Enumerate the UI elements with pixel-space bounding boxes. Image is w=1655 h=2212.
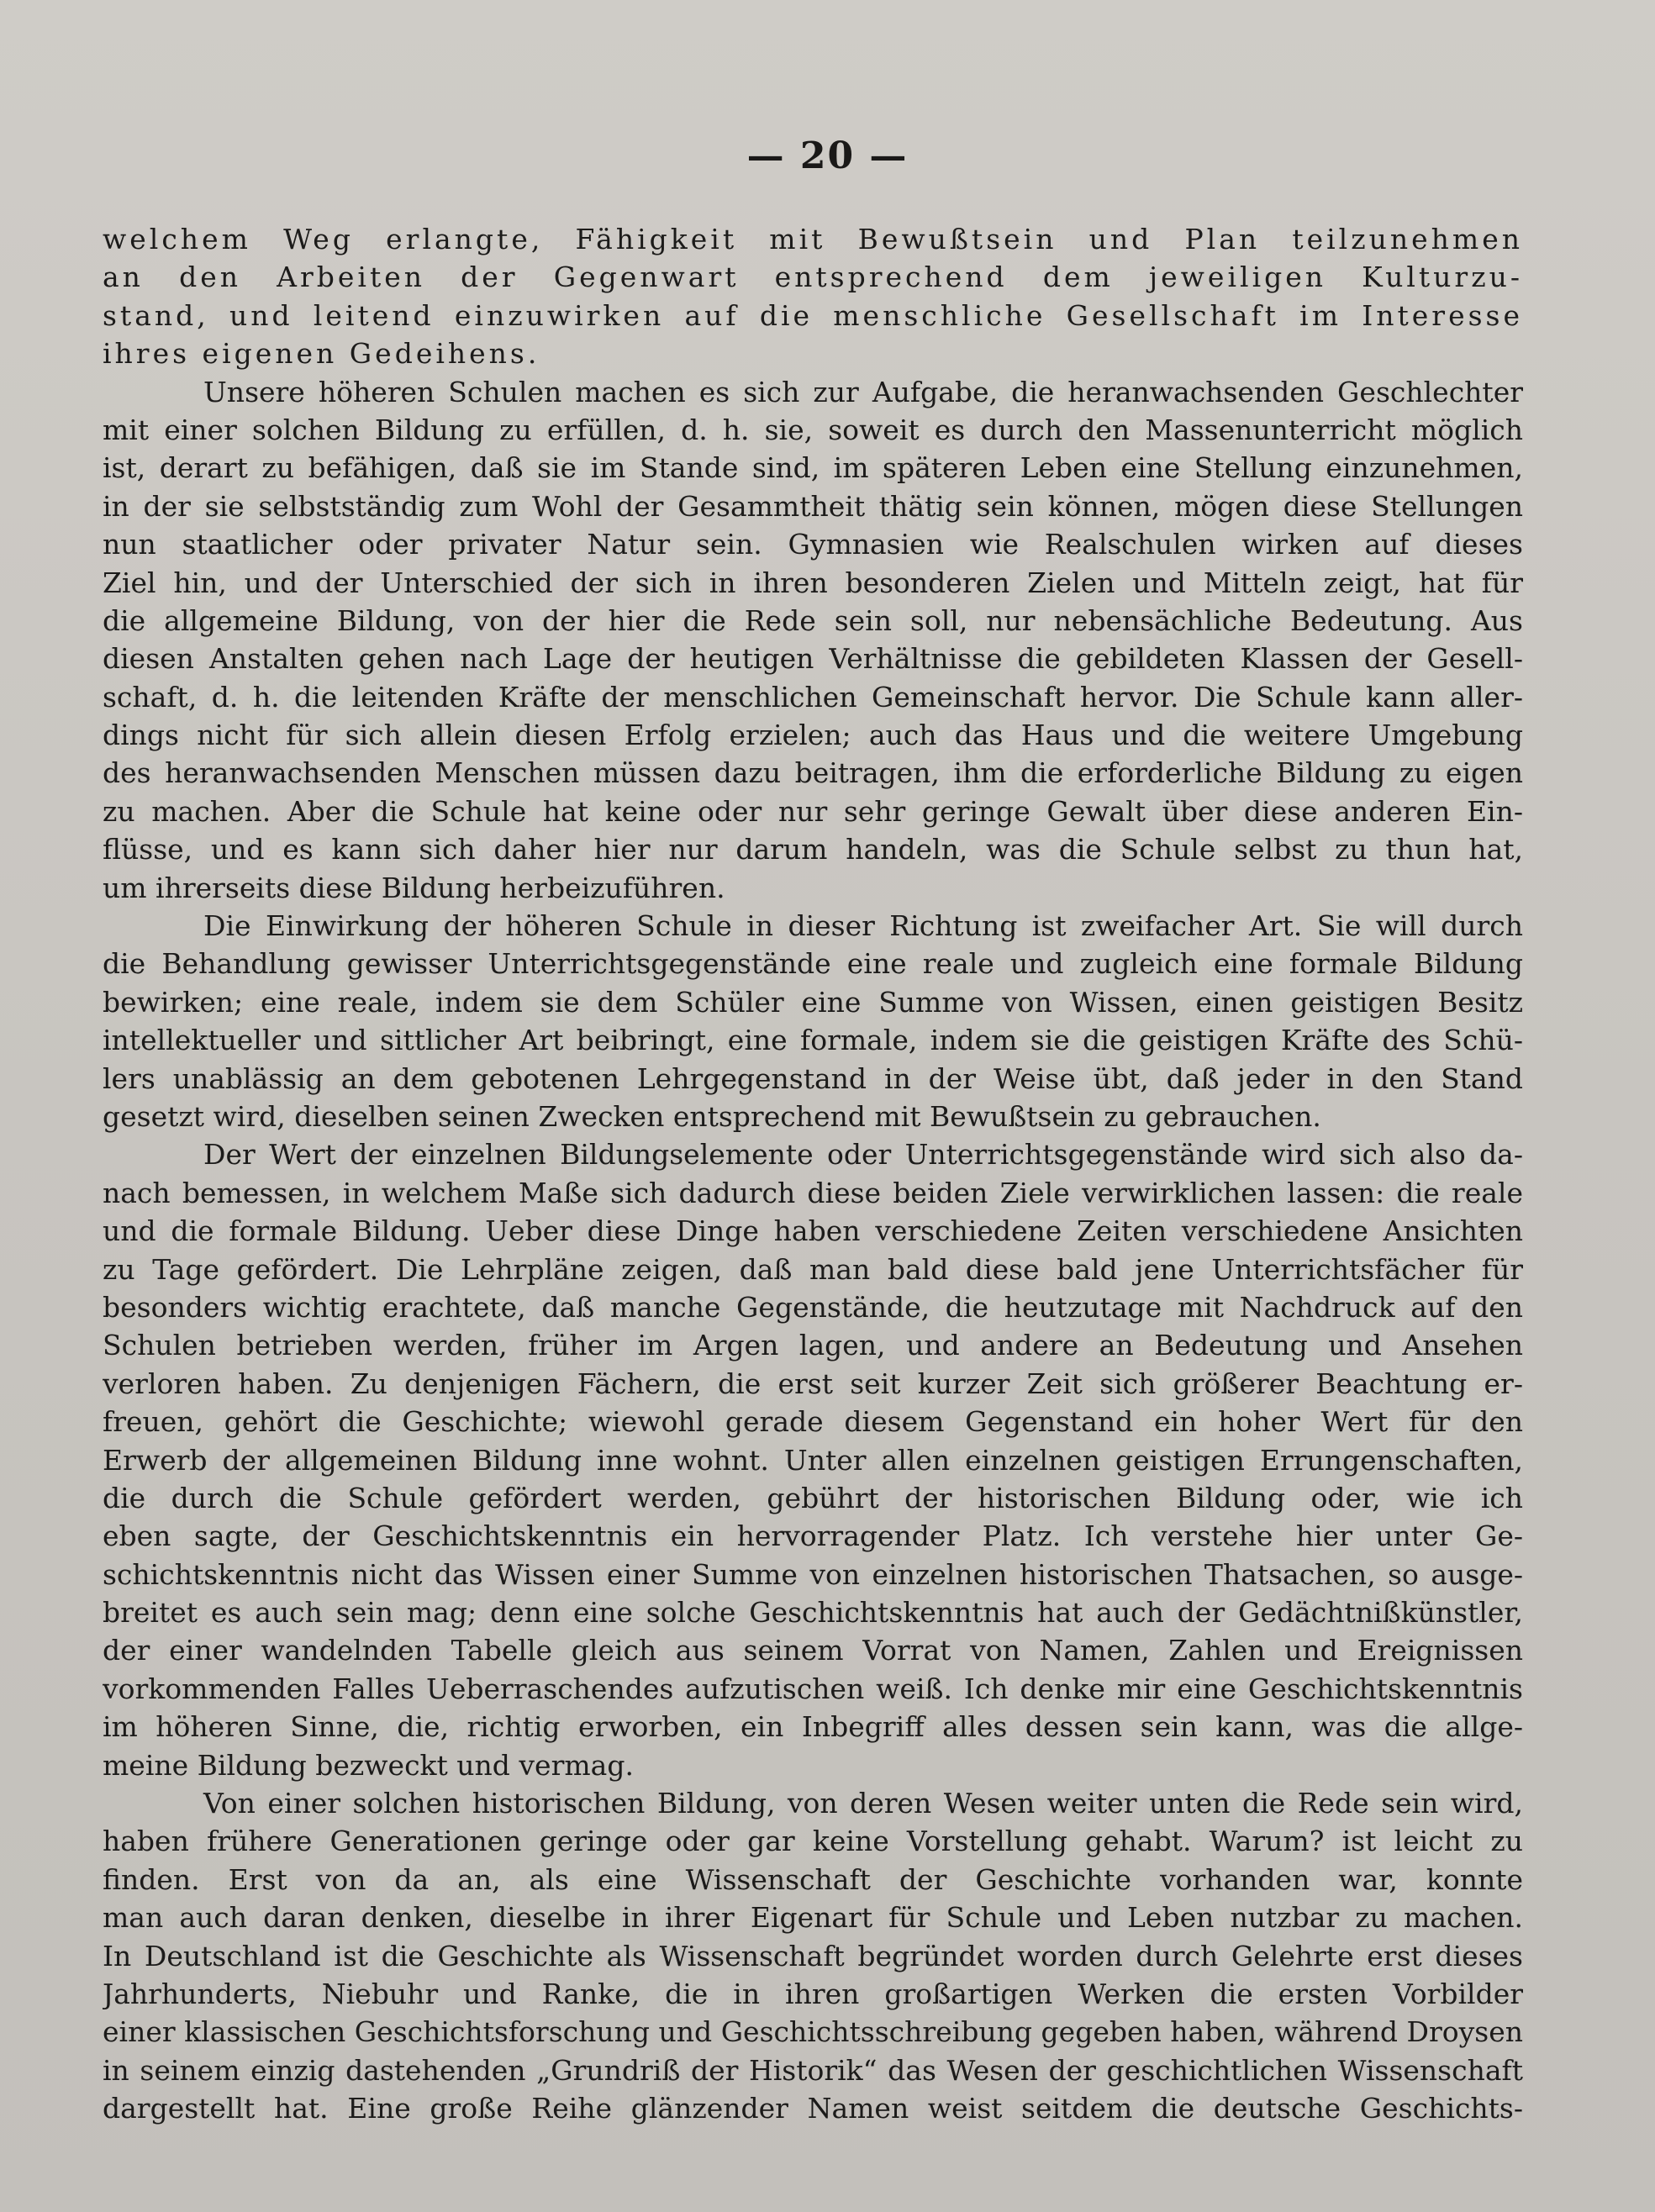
text-line: Unsere höheren Schulen machen es sich zur Aufgabe, die heranwachsenden Geschlechter [203, 375, 1523, 408]
text-line: lers unablässig an dem gebotenen Lehrgegenstand in der Weise übt, daß jeder in den Stand [103, 1061, 1523, 1095]
text-line: bewirken; eine reale, indem sie dem Schüler eine Summe von Wissen, einen geistigen Besitz [103, 985, 1523, 1019]
text-line: Ziel hin, und der Unterschied der sich in ihren besonderen Zielen und Mitteln zeigt, hat für [103, 566, 1523, 599]
text-line: Jahrhunderts, Niebuhr und Ranke, die in ihren großartigen Werken die ersten Vorbilder [103, 1977, 1523, 2010]
text-line: finden. Erst von da an, als eine Wissenschaft der Geschichte vorhanden war, konnte [103, 1862, 1523, 1896]
text-line: mit einer solchen Bildung zu erfüllen, d. h. sie, soweit es durch den Massenunterricht möglich [103, 413, 1523, 446]
text-line: zu Tage gefördert. Die Lehrpläne zeigen, daß man bald diese bald jene Unterrichtsfächer für [103, 1252, 1523, 1286]
text-line: Von einer solchen historischen Bildung, von deren Wesen weiter unten die Rede sein wird, [203, 1787, 1523, 1820]
text-line: breitet es auch sein mag; denn eine solche Geschichtskenntnis hat auch der Gedächtnißkünstler, [103, 1596, 1523, 1630]
text-line: nun staatlicher oder privater Natur sein. Gymnasien wie Realschulen wirken auf dieses [103, 528, 1523, 561]
text-line: ist, derart zu befähigen, daß sie im Stande sind, im späteren Leben eine Stellung einzunehmen, [103, 451, 1523, 485]
text-line: des heranwachsenden Menschen müssen dazu beitragen, ihm die erforderliche Bildung zu eigen [103, 756, 1523, 790]
text-line: flüsse, und es kann sich daher hier nur darum handeln, was die Schule selbst zu thun hat, [103, 833, 1523, 866]
text-line: ihres eigenen Gedeihens. [103, 337, 540, 371]
text-line: und die formale Bildung. Ueber diese Dinge haben verschiedene Zeiten verschiedene Ansichten [103, 1214, 1523, 1248]
text-line: diesen Anstalten gehen nach Lage der heutigen Verhältnisse die gebildeten Klassen der Gesell- [103, 642, 1523, 676]
text-line: In Deutschland ist die Geschichte als Wissenschaft begründet worden durch Gelehrte erst dieses [103, 1939, 1523, 1972]
text-line: intellektueller und sittlicher Art beibringt, eine formale, indem sie die geistigen Kräfte des Schü- [103, 1024, 1523, 1057]
text-line: nach bemessen, in welchem Maße sich dadurch diese beiden Ziele verwirklichen lassen: die reale [103, 1176, 1523, 1209]
text-line: an den Arbeiten der Gegenwart entsprechend dem jeweiligen Kulturzu- [103, 261, 1523, 294]
text-line: Schulen betrieben werden, früher im Argen lagen, und andere an Bedeutung und Ansehen [103, 1329, 1523, 1362]
text-line: Der Wert der einzelnen Bildungselemente oder Unterrichtsgegenstände wird sich also da- [203, 1138, 1523, 1172]
text-line: um ihrerseits diese Bildung herbeizuführen. [103, 871, 725, 904]
text-line: vorkommenden Falles Ueberraschendes aufzutischen weiß. Ich denke mir eine Geschichtskenntnis [103, 1672, 1523, 1705]
text-line: Die Einwirkung der höheren Schule in dieser Richtung ist zweifacher Art. Sie will durch [203, 909, 1523, 943]
text-line: Erwerb der allgemeinen Bildung inne wohnt. Unter allen einzelnen geistigen Errungenschaften, [103, 1443, 1523, 1477]
text-line: dings nicht für sich allein diesen Erfolg erzielen; auch das Haus und die weitere Umgebung [103, 719, 1523, 752]
text-line: dargestellt hat. Eine große Reihe glänzender Namen weist seitdem die deutsche Geschichts- [103, 2092, 1523, 2125]
text-line: zu machen. Aber die Schule hat keine oder nur sehr geringe Gewalt über diese anderen Ein- [103, 794, 1523, 828]
text-line: schaft, d. h. die leitenden Kräfte der menschlichen Gemeinschaft hervor. Die Schule kann aller- [103, 680, 1523, 714]
text-line: haben frühere Generationen geringe oder gar keine Vorstellung gehabt. Warum? ist leicht zu [103, 1825, 1523, 1858]
text-line: schichtskenntnis nicht das Wissen einer Summe von einzelnen historischen Thatsachen, so ausge- [103, 1557, 1523, 1591]
body-text [103, 220, 1523, 2128]
text-line: welchem Weg erlangte, Fähigkeit mit Bewußtsein und Plan teilzunehmen [103, 223, 1523, 255]
text-line: besonders wichtig erachtete, daß manche Gegenstände, die heutzutage mit Nachdruck auf den [103, 1290, 1523, 1324]
text-line: freuen, gehört die Geschichte; wiewohl gerade diesem Gegenstand ein hoher Wert für den [103, 1405, 1523, 1439]
text-line: meine Bildung bezweckt und vermag. [103, 1748, 634, 1782]
text-line: verloren haben. Zu denjenigen Fächern, die erst seit kurzer Zeit sich größerer Beachtung er- [103, 1367, 1523, 1400]
text-line: in der sie selbstständig zum Wohl der Gesammtheit thätig sein können, mögen diese Stellungen [103, 489, 1523, 523]
text-line: stand, und leitend einzuwirken auf die menschliche Gesellschaft im Interesse [103, 298, 1523, 332]
text-line: in seinem einzig dastehenden „Grundriß der Historik“ das Wesen der geschichtlichen Wissenschaft [103, 2053, 1523, 2087]
text-line: die allgemeine Bildung, von der hier die Rede sein soll, nur nebensächliche Bedeutung. Aus [103, 603, 1523, 637]
text-line: eben sagte, der Geschichtskenntnis ein hervorragender Platz. Ich verstehe hier unter Ge- [103, 1519, 1523, 1553]
text-line: im höheren Sinne, die, richtig erworben, ein Inbegriff alles dessen sein kann, was die allge- [103, 1710, 1523, 1744]
text-line: man auch daran denken, dieselbe in ihrer Eigenart für Schule und Leben nutzbar zu machen. [103, 1901, 1523, 1935]
text-line: einer klassischen Geschichtsforschung und Geschichtsschreibung gegeben haben, während Droysen [103, 2015, 1523, 2049]
text-line: gesetzt wird, dieselben seinen Zwecken entsprechend mit Bewußtsein zu gebrauchen. [103, 1099, 1321, 1133]
text-line: die durch die Schule gefördert werden, gebührt der historischen Bildung oder, wie ich [103, 1481, 1523, 1514]
page-number: — 20 — [746, 134, 909, 177]
text-line: der einer wandelnden Tabelle gleich aus seinem Vorrat von Namen, Zahlen und Ereignissen [103, 1634, 1523, 1667]
text-line: die Behandlung gewisser Unterrichtsgegenstände eine reale und zugleich eine formale Bildung [103, 947, 1523, 981]
